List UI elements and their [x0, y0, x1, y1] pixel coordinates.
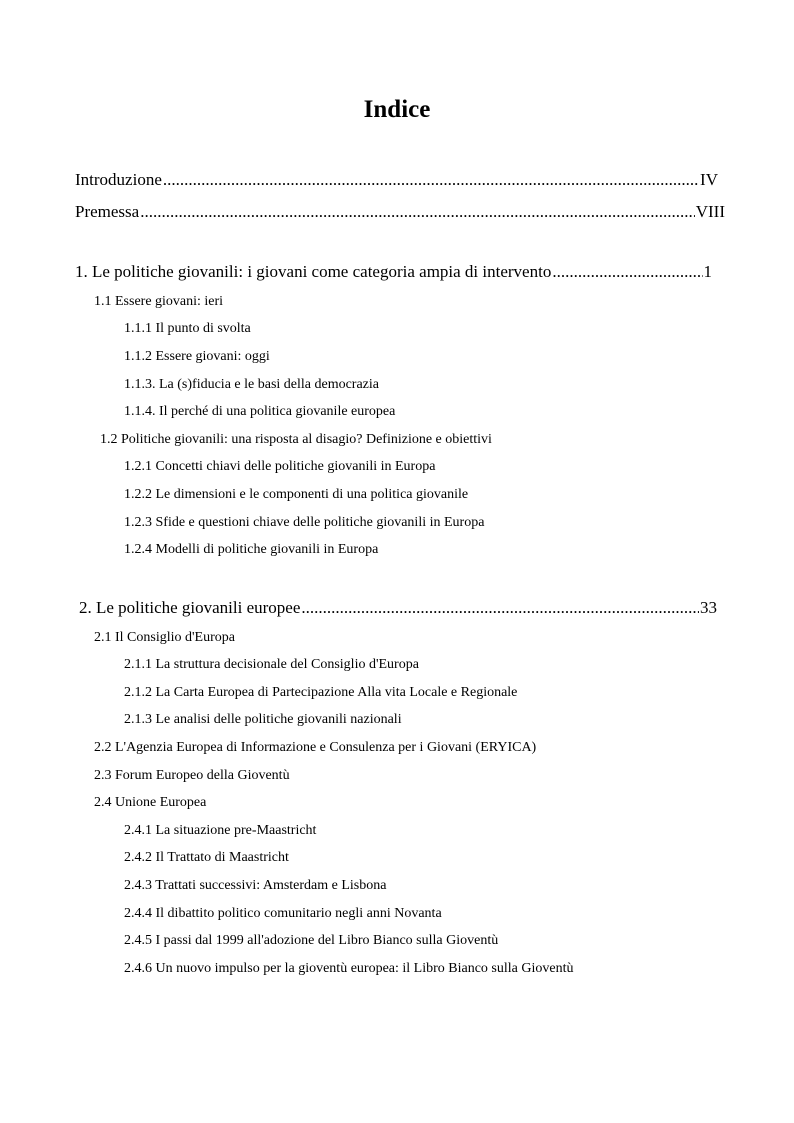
toc-subsection[interactable]: 1.1.3. La (s)fiducia e le basi della democrazia	[124, 377, 379, 392]
toc-section[interactable]: 2.3 Forum Europeo della Gioventù	[94, 768, 290, 783]
toc-section[interactable]: 2.2 L'Agenzia Europea di Informazione e Consulenza per i Giovani (ERYICA)	[94, 740, 537, 755]
toc-chapter-label: 1. Le politiche giovanili: i giovani come categoria ampia di intervento	[75, 262, 552, 281]
toc-subsection[interactable]: 2.4.1 La situazione pre-Maastricht	[124, 823, 317, 838]
toc-entry-label: Introduzione	[75, 170, 162, 189]
toc-chapter-1[interactable]	[75, 261, 712, 283]
toc-subsection[interactable]: 2.4.2 Il Trattato di Maastricht	[124, 850, 289, 865]
toc-entry-introduzione[interactable]	[75, 169, 718, 191]
toc-subsection[interactable]: 1.1.4. Il perché di una politica giovanile europea	[124, 404, 396, 419]
toc-subsection[interactable]: 2.4.6 Un nuovo impulso per la gioventù europea: il Libro Bianco sulla Gioventù	[124, 961, 574, 976]
toc-subsection[interactable]: 2.4.4 Il dibattito politico comunitario negli anni Novanta	[124, 906, 442, 921]
toc-subsection[interactable]: 1.1.1 Il punto di svolta	[124, 321, 251, 336]
toc-entry-label: Premessa	[75, 202, 140, 221]
dot-leader	[552, 261, 702, 283]
toc-chapter-label: 2. Le politiche giovanili europee	[79, 598, 301, 617]
toc-entry-premessa[interactable]	[75, 201, 725, 223]
toc-subsection[interactable]: 2.4.3 Trattati successivi: Amsterdam e Lisbona	[124, 878, 387, 893]
toc-subsection[interactable]: 1.2.4 Modelli di politiche giovanili in Europa	[124, 542, 379, 557]
toc-subsection[interactable]: 2.1.3 Le analisi delle politiche giovanili nazionali	[124, 712, 402, 727]
toc-chapter-page: 1	[703, 262, 712, 281]
toc-section[interactable]: 2.4 Unione Europea	[94, 795, 207, 810]
dot-leader	[163, 169, 699, 191]
toc-subsection[interactable]: 2.1.1 La struttura decisionale del Consiglio d'Europa	[124, 657, 419, 672]
toc-chapter-page: 33	[700, 598, 717, 617]
dot-leader	[140, 201, 695, 223]
toc-subsection[interactable]: 1.2.3 Sfide e questioni chiave delle politiche giovanili in Europa	[124, 515, 485, 530]
toc-section[interactable]: 1.2 Politiche giovanili: una risposta al disagio? Definizione e obiettivi	[100, 432, 492, 447]
toc-subsection[interactable]: 2.1.2 La Carta Europea di Partecipazione Alla vita Locale e Regionale	[124, 685, 518, 700]
toc-chapter-2[interactable]	[79, 597, 717, 619]
toc-entry-page: IV	[700, 170, 718, 189]
toc-subsection[interactable]: 2.4.5 I passi dal 1999 all'adozione del Libro Bianco sulla Gioventù	[124, 933, 499, 948]
toc-section[interactable]: 1.1 Essere giovani: ieri	[94, 294, 224, 309]
page-title: Indice	[363, 96, 431, 123]
toc-section[interactable]: 2.1 Il Consiglio d'Europa	[94, 630, 235, 645]
toc-subsection[interactable]: 1.2.1 Concetti chiavi delle politiche giovanili in Europa	[124, 459, 436, 474]
dot-leader	[301, 597, 699, 619]
toc-subsection[interactable]: 1.2.2 Le dimensioni e le componenti di una politica giovanile	[124, 487, 469, 502]
toc-entry-page: VIII	[695, 202, 725, 221]
toc-subsection[interactable]: 1.1.2 Essere giovani: oggi	[124, 349, 270, 364]
